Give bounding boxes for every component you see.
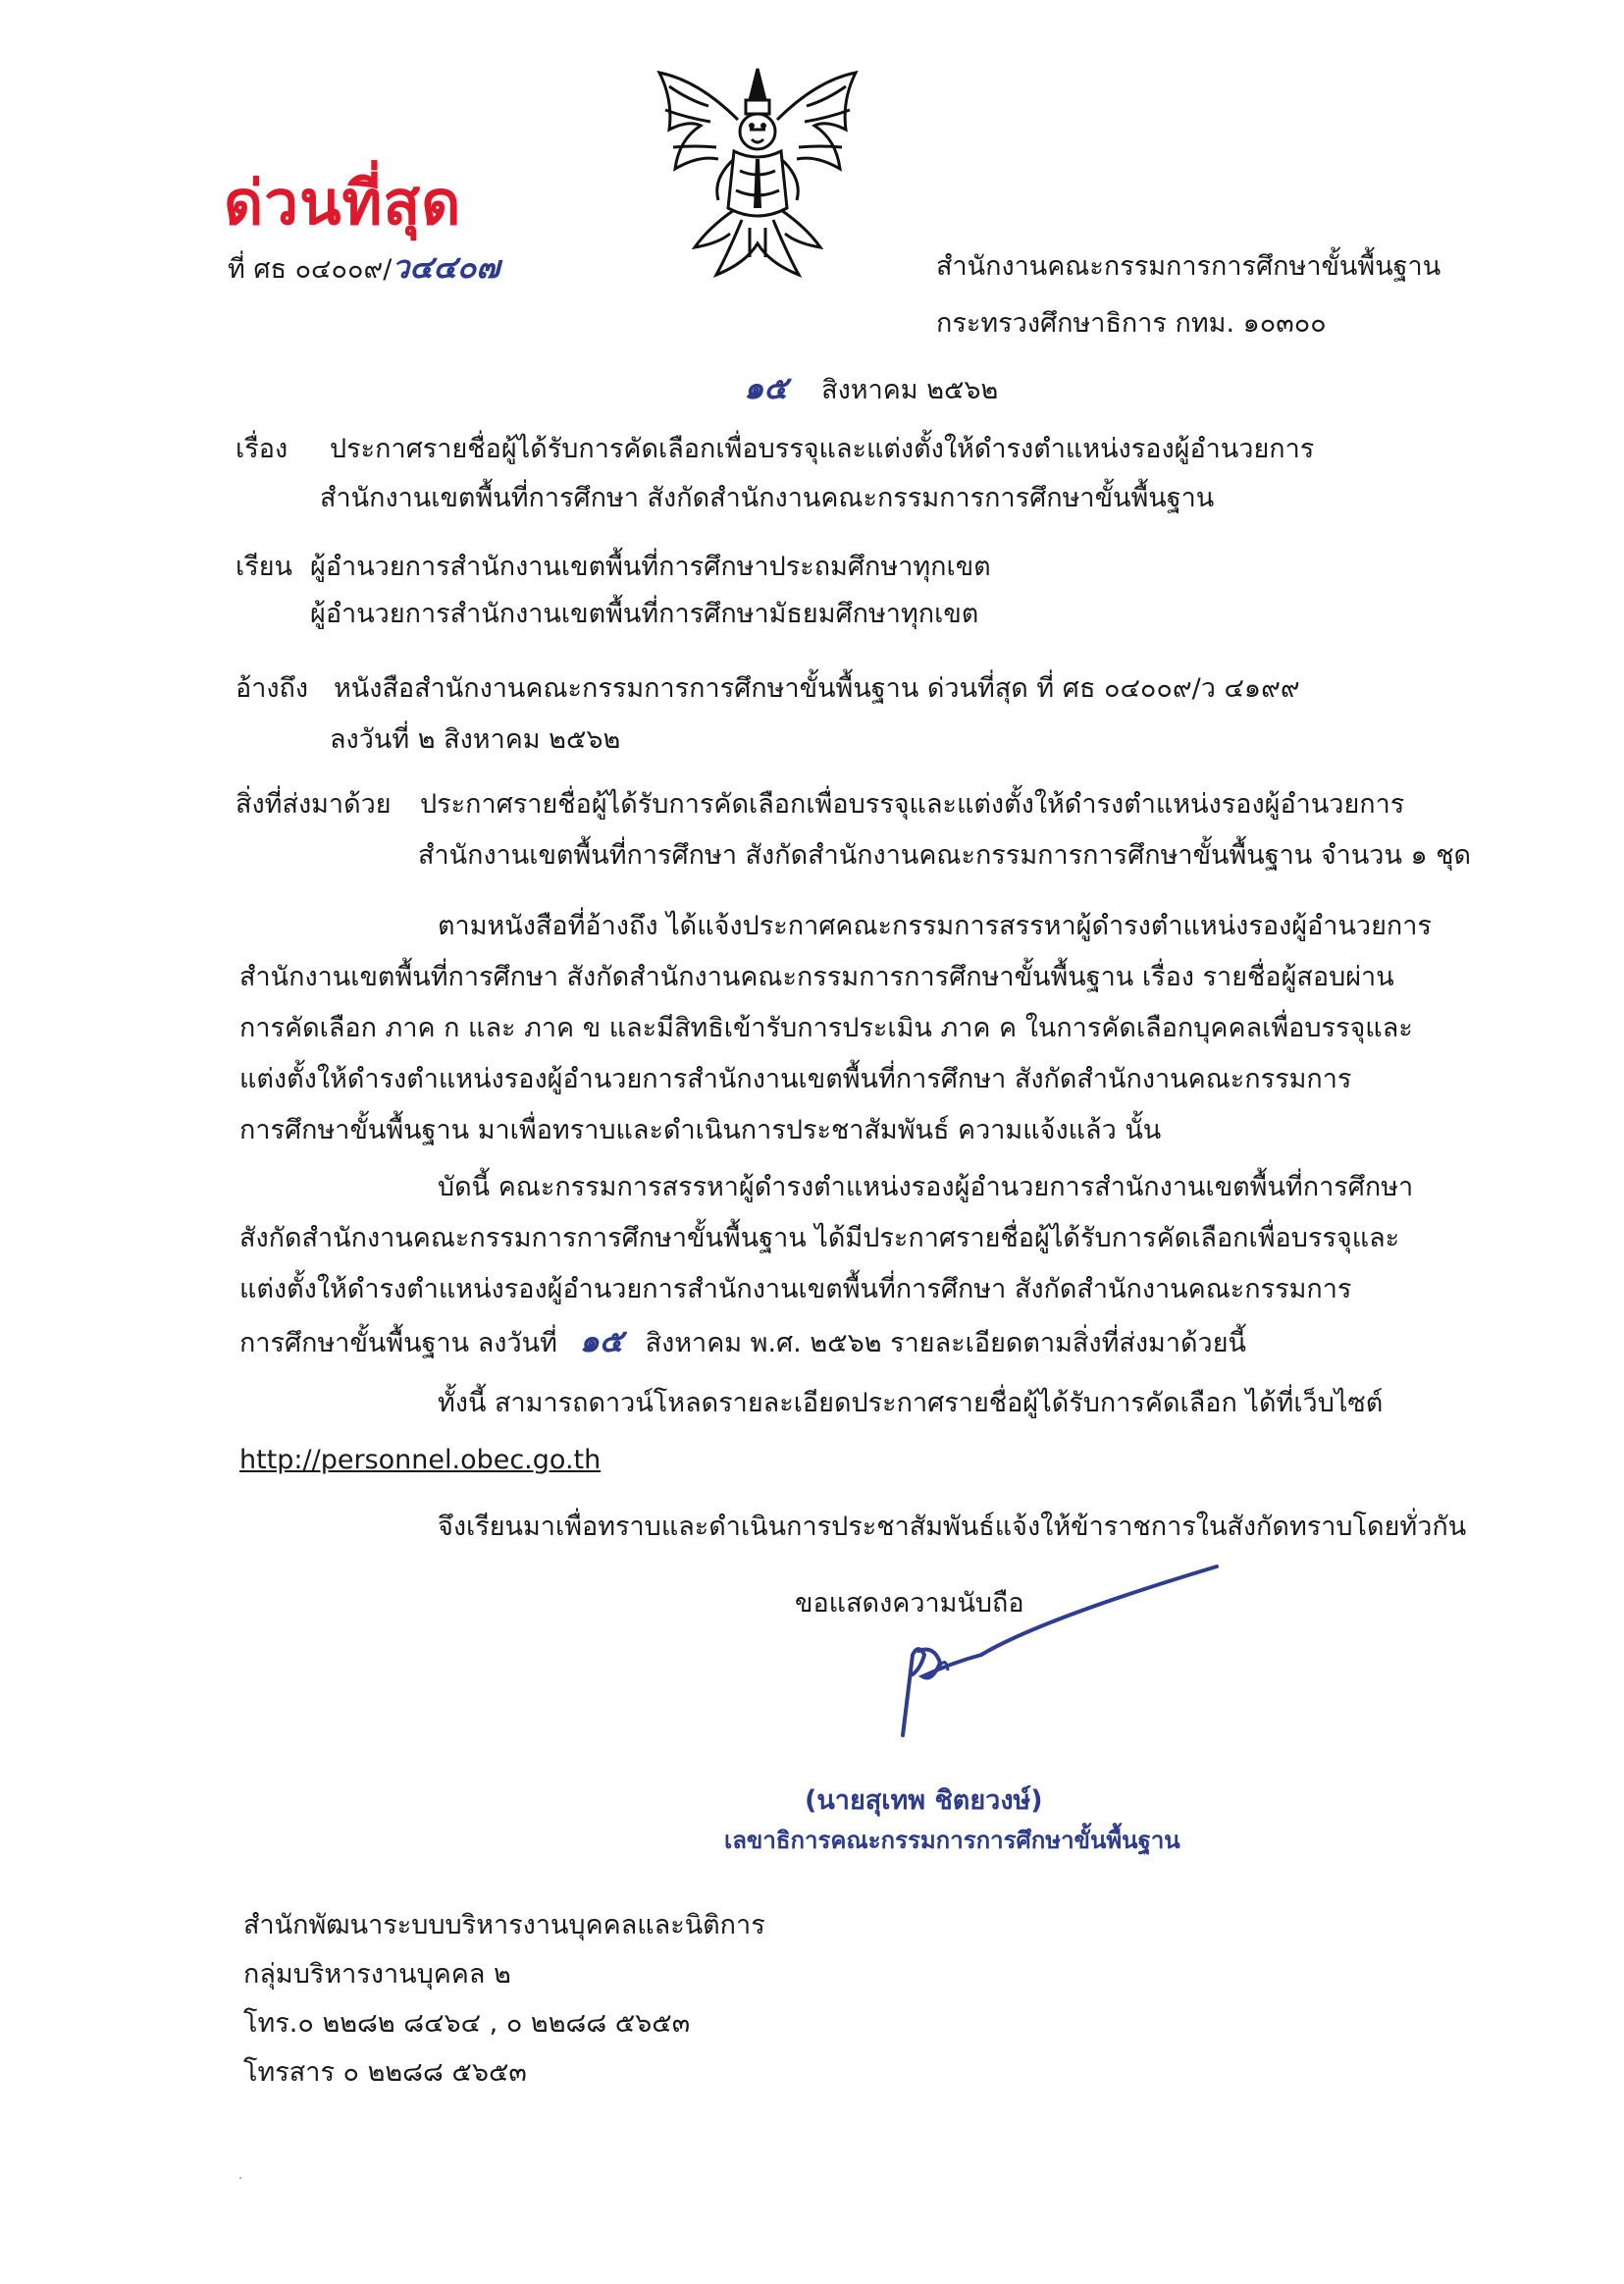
recipient-line2: ผู้อำนวยการสำนักงานเขตพื้นที่การศึกษามัธยมศึกษาทุกเขต: [310, 599, 979, 629]
footer-fax: โทรสาร ๐ ๒๒๘๘ ๕๖๕๓: [243, 2057, 527, 2088]
reference-line2: ลงวันที่ ๒ สิงหาคม ๒๕๖๒: [330, 724, 621, 755]
subject-line1: ประกาศรายชื่อผู้ได้รับการคัดเลือกเพื่อบรรจุและแต่งตั้งให้ดำรงตำแหน่งรองผู้อำนวยการ: [330, 434, 1315, 464]
closing-regards: ขอแสดงความนับถือ: [795, 1588, 1024, 1619]
body-p3-line1: ทั้งนี้ สามารถดาวน์โหลดรายละเอียดประกาศรายชื่อผู้ได้รับการคัดเลือก ได้ที่เว็บไซต์: [438, 1388, 1384, 1418]
body-p2-line1: บัดนี้ คณะกรรมการสรรหาผู้ดำรงตำแหน่งรองผู้อำนวยการสำนักงานเขตพื้นที่การศึกษา: [438, 1172, 1414, 1202]
office-name: สำนักงานคณะกรรมการการศึกษาขั้นพื้นฐาน: [936, 251, 1441, 282]
body-p1-line1: ตามหนังสือที่อ้างถึง ได้แจ้งประกาศคณะกรรมการสรรหาผู้ดำรงตำแหน่งรองผู้อำนวยการ: [438, 911, 1432, 941]
office-address: กระทรวงศึกษาธิการ กทม. ๑๐๓๐๐: [936, 308, 1327, 339]
enclosure-line1: ประกาศรายชื่อผู้ได้รับการคัดเลือกเพื่อบรรจุและแต่งตั้งให้ดำรงตำแหน่งรองผู้อำนวยการ: [420, 789, 1405, 820]
body-p2-line3: แต่งตั้งให้ดำรงตำแหน่งรองผู้อำนวยการสำนักงานเขตพื้นที่การศึกษา สังกัดสำนักงานคณะกรรมการ: [239, 1274, 1352, 1304]
footer-group: กลุ่มบริหารงานบุคคล ๒: [243, 1959, 511, 1990]
enclosure-line2: สำนักงานเขตพื้นที่การศึกษา สังกัดสำนักงานคณะกรรมการการศึกษาขั้นพื้นฐาน จำนวน ๑ ชุด: [418, 840, 1472, 871]
garuda-emblem: [640, 61, 875, 287]
body-p2-line2: สังกัดสำนักงานคณะกรรมการการศึกษาขั้นพื้นฐาน ได้มีประกาศรายชื่อผู้ได้รับการคัดเลือกเพื่อบรรจุและ: [239, 1223, 1400, 1253]
signatory-position: เลขาธิการคณะกรรมการการศึกษาขั้นพื้นฐาน: [724, 1827, 1180, 1854]
footer-phone: โทร.๐ ๒๒๘๒ ๘๔๖๔ , ๐ ๒๒๘๘ ๕๖๕๓: [243, 2008, 691, 2039]
reference-handwritten-number: ว๔๔๐๗: [392, 248, 500, 286]
body-p2-handwritten-day: ๑๕: [579, 1322, 623, 1359]
reference-number: [228, 247, 499, 290]
subject-label: เรื่อง: [236, 434, 288, 464]
recipient-label: เรียน: [236, 552, 293, 582]
body-p2-line4-end: สิงหาคม พ.ศ. ๒๕๖๒ รายละเอียดตามสิ่งที่ส่งมาด้วยนี้: [645, 1328, 1246, 1358]
enclosure-label: สิ่งที่ส่งมาด้วย: [236, 789, 392, 820]
website-link[interactable]: http://personnel.obec.go.th: [239, 1445, 602, 1475]
body-p1-line5: การศึกษาขั้นพื้นฐาน มาเพื่อทราบและดำเนินการประชาสัมพันธ์ ความแจ้งแล้ว นั้น: [239, 1115, 1162, 1145]
scan-speck: [239, 2177, 241, 2179]
document-date: [744, 368, 998, 410]
footer-department: สำนักพัฒนาระบบบริหารงานบุคคลและนิติการ: [243, 1910, 765, 1940]
signatory-name: (นายสุเทพ ชิตยวงษ์): [805, 1785, 1043, 1816]
reference-line1: หนังสือสำนักงานคณะกรรมการการศึกษาขั้นพื้นฐาน ด่วนที่สุด ที่ ศธ ๐๔๐๐๙/ว ๔๑๙๙: [334, 673, 1300, 704]
recipient-line1: ผู้อำนวยการสำนักงานเขตพื้นที่การศึกษาประถมศึกษาทุกเขต: [310, 552, 991, 582]
urgency-heading: ด่วนที่สุด: [224, 167, 462, 239]
body-p1-line4: แต่งตั้งให้ดำรงตำแหน่งรองผู้อำนวยการสำนักงานเขตพื้นที่การศึกษา สังกัดสำนักงานคณะกรรมการ: [239, 1064, 1352, 1094]
subject-line2: สำนักงานเขตพื้นที่การศึกษา สังกัดสำนักงานคณะกรรมการการศึกษาขั้นพื้นฐาน: [320, 483, 1215, 513]
reference-label: อ้างถึง: [236, 673, 309, 704]
body-p2-line4: [239, 1321, 1246, 1363]
date-day-handwritten: ๑๕: [744, 369, 788, 406]
reference-prefix: ที่ ศธ ๐๔๐๐๙/: [228, 254, 393, 285]
body-p1-line3: การคัดเลือก ภาค ก และ ภาค ข และมีสิทธิเข้ารับการประเมิน ภาค ค ในการคัดเลือกบุคคลเพื่อบรรจุและ: [239, 1013, 1413, 1043]
signature: [883, 1561, 1236, 1737]
body-p1-line2: สำนักงานเขตพื้นที่การศึกษา สังกัดสำนักงานคณะกรรมการการศึกษาขั้นพื้นฐาน เรื่อง รายชื่อผู้สอบผ่าน: [239, 962, 1394, 992]
body-p2-line4-start: การศึกษาขั้นพื้นฐาน ลงวันที่: [239, 1328, 557, 1358]
date-month-year: สิงหาคม ๒๕๖๒: [821, 375, 999, 405]
body-p4-line1: จึงเรียนมาเพื่อทราบและดำเนินการประชาสัมพันธ์แจ้งให้ข้าราชการในสังกัดทราบโดยทั่วกัน: [438, 1512, 1467, 1542]
